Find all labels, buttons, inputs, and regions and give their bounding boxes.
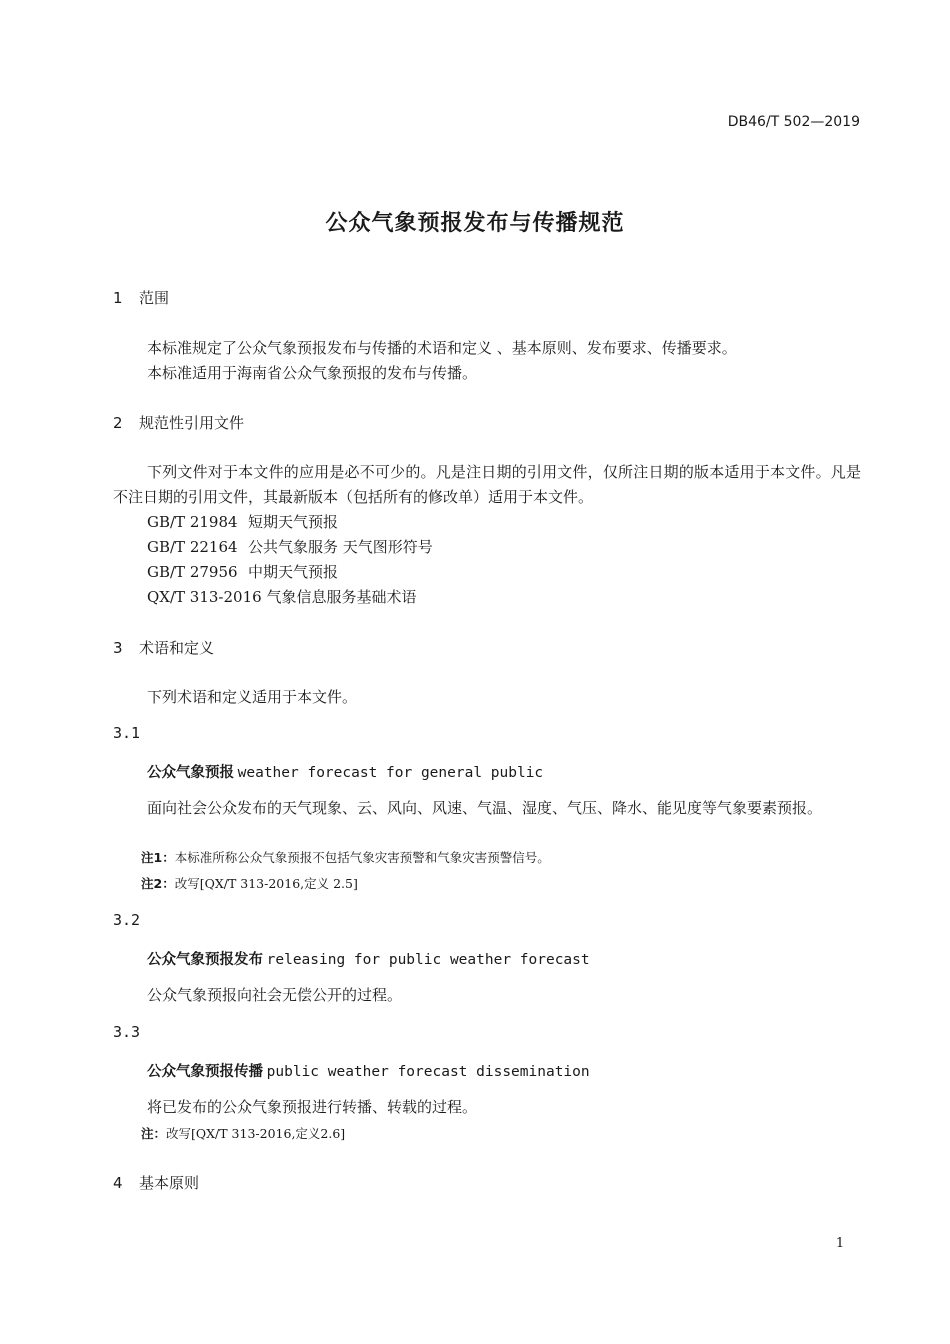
section-title: 规范性引用文件 [139, 414, 245, 432]
term-number: 3.3 [113, 1023, 141, 1041]
section-number: 4 [113, 1174, 123, 1192]
term-chinese: 公众气象预报发布 [147, 952, 263, 968]
term-heading [147, 1060, 590, 1081]
reference-item [147, 536, 433, 557]
term-chinese: 公众气象预报 [147, 765, 234, 781]
section-number: 3 [113, 639, 123, 657]
standard-code-header: DB46/T 502—2019 [727, 114, 860, 130]
section-4-heading [113, 1172, 199, 1193]
section-2-paragraph: 下列文件对于本文件的应用是必不可少的。凡是注日期的引用文件，仅所注日期的版本适用于本文件。凡是不注日期的引用文件，其最新版本（包括所有的修改单）适用于本文件。 [113, 463, 861, 506]
page-number: 1 [835, 1236, 845, 1251]
term-definition: 公众气象预报向社会无偿公开的过程。 [147, 986, 403, 1004]
section-1-paragraph-2: 本标准适用于海南省公众气象预报的发布与传播。 [147, 364, 478, 382]
reference-code: GB/T 27956 [147, 563, 238, 581]
section-number: 2 [113, 414, 123, 432]
term-english: releasing for public weather forecast [266, 952, 590, 968]
term-note [141, 874, 358, 892]
section-1-heading [113, 287, 169, 308]
reference-title: 公共气象服务 天气图形符号 [248, 538, 433, 556]
term-note [141, 1124, 345, 1142]
term-heading [147, 948, 590, 969]
reference-title: 气象信息服务基础术语 [266, 588, 417, 606]
term-heading [147, 761, 543, 782]
section-title: 术语和定义 [139, 639, 215, 657]
term-definition: 面向社会公众发布的天气现象、云、风向、风速、气温、湿度、气压、降水、能见度等气象要素预报。 [147, 799, 823, 817]
reference-item [147, 511, 338, 532]
reference-item [147, 561, 338, 582]
term-english: public weather forecast dissemination [266, 1064, 590, 1080]
term-chinese: 公众气象预报传播 [147, 1064, 263, 1080]
section-3-heading [113, 637, 214, 658]
term-english: weather forecast for general public [237, 765, 544, 781]
reference-title: 中期天气预报 [248, 563, 339, 581]
note-text: 改写[QX/T 313-2016,定义2.6] [166, 1126, 346, 1141]
section-number: 1 [113, 289, 123, 307]
note-label: 注： [141, 1126, 167, 1141]
reference-title: 短期天气预报 [248, 513, 339, 531]
document-title: 公众气象预报发布与传播规范 [325, 211, 625, 236]
reference-code: QX/T 313-2016 [147, 588, 262, 606]
note-text: 本标准所称公众气象预报不包括气象灾害预警和气象灾害预警信号。 [174, 850, 550, 865]
section-title: 基本原则 [139, 1174, 200, 1192]
reference-code: GB/T 22164 [147, 538, 238, 556]
reference-item [147, 586, 416, 607]
term-number: 3.2 [113, 911, 141, 929]
term-number: 3.1 [113, 724, 141, 742]
term-note [141, 848, 550, 866]
section-3-intro: 下列术语和定义适用于本文件。 [147, 688, 358, 706]
section-1-paragraph-1: 本标准规定了公众气象预报发布与传播的术语和定义 、基本原则、发布要求、传播要求。 [147, 339, 737, 357]
note-label: 注1： [141, 850, 175, 865]
term-definition: 将已发布的公众气象预报进行转播、转载的过程。 [147, 1098, 478, 1116]
section-title: 范围 [139, 289, 170, 307]
section-2-heading [113, 412, 244, 433]
reference-code: GB/T 21984 [147, 513, 238, 531]
note-text: 改写[QX/T 313-2016,定义 2.5] [174, 876, 358, 891]
note-label: 注2： [141, 876, 175, 891]
